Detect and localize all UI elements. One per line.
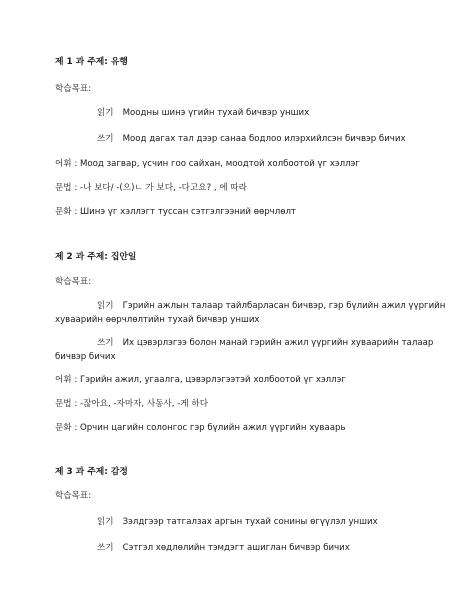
reading-tag: 읽기	[97, 517, 114, 527]
lesson-1-reading-goal	[97, 107, 309, 119]
lesson-2-grammar: 문법 : -잖아요, -자마자, 사동사, -게 하다	[55, 399, 209, 409]
lesson-2-goals-label: 학습목표:	[55, 277, 92, 287]
lesson-1-title: 제 1 과 주제: 유행	[55, 57, 128, 67]
reading-text: Зэлдгээр татгалзах аргын тухай сонины өгүүлэл унших	[122, 517, 378, 527]
lesson-2-title: 제 2 과 주제: 집안일	[55, 252, 137, 262]
lesson-1-goals-label: 학습목표:	[55, 84, 92, 94]
lesson-2-writing-continuation: бичвэр бичих	[55, 352, 116, 362]
lesson-2-reading-continuation: хуваарийн өөрчлөлтийн тухай бичвэр унших	[55, 315, 260, 325]
writing-tag: 쓰기	[97, 338, 114, 348]
lesson-2-reading-goal	[97, 300, 445, 312]
lesson-2-culture: 문화 : Орчин цагийн солонгос гэр бүлийн ажил үүргийн хуваарь	[55, 423, 346, 433]
lesson-1-grammar: 문법 : -나 보다/ -(으)ㄴ 가 보다, -다고요? , 에 따라	[55, 183, 247, 193]
writing-text: Моод дагах тал дээр санаа бодлоо илэрхийлсэн бичвэр бичих	[122, 134, 406, 144]
reading-text: Гэрийн ажлын талаар тайлбарласан бичвэр, гэр бүлийн ажил үүргийн	[122, 301, 446, 311]
writing-tag: 쓰기	[97, 134, 114, 144]
lesson-1-vocabulary: 어휘 : Моод загвар, үсчин гоо сайхан, моодтой холбоотой үг хэллэг	[55, 159, 360, 169]
reading-text: Моодны шинэ үгийн тухай бичвэр унших	[122, 108, 310, 118]
writing-text: Их цэвэрлэгээ болон манай гэрийн ажил үүргийн хуваарийн талаар	[122, 338, 434, 348]
lesson-1-writing-goal	[97, 133, 406, 145]
reading-tag: 읽기	[97, 108, 114, 118]
lesson-3-reading-goal	[97, 516, 378, 528]
reading-tag: 읽기	[97, 301, 114, 311]
lesson-3-title: 제 3 과 주제: 감정	[55, 467, 128, 477]
lesson-1-culture: 문화 : Шинэ үг хэллэгт туссан сэтгэлгээний өөрчлөлт	[55, 207, 296, 217]
lesson-3-goals-label: 학습목표:	[55, 491, 92, 501]
lesson-2-vocabulary: 어휘 : Гэрийн ажил, угаалга, цэвэрлэгээтэй холбоотой үг хэллэг	[55, 375, 346, 385]
writing-tag: 쓰기	[97, 543, 114, 553]
lesson-2-writing-goal	[97, 337, 433, 349]
writing-text: Сэтгэл хөдлөлийн тэмдэгт ашиглан бичвэр бичих	[122, 543, 350, 553]
lesson-3-writing-goal	[97, 542, 350, 554]
